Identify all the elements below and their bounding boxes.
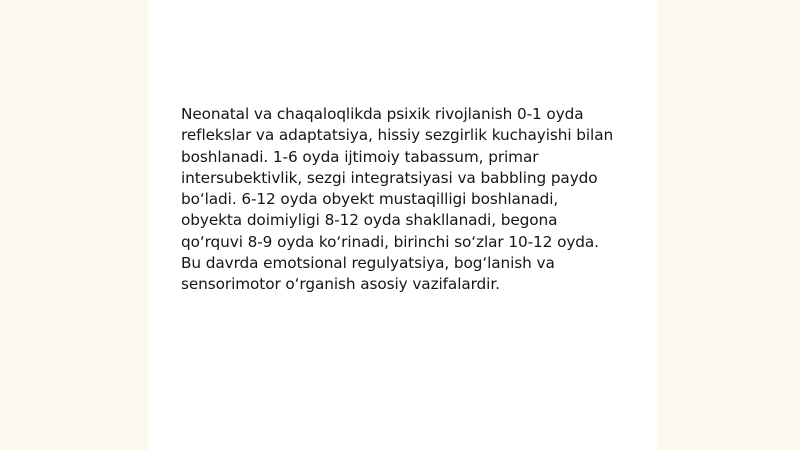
document-page: [148, 0, 658, 450]
body-paragraph: Neonatal va chaqaloqlikda psixik rivojlanish 0-1 oyda reflekslar va adaptatsiya, hissiy sezgirlik kuchayishi bilan boshlanadi. 1-6 oyda ijtimoiy tabassum, primar intersubektivlik, sezgi integratsiyasi va babbling paydo bo‘ladi. 6-12 oyda obyekt mustaqilligi boshlanadi, obyekta doimiyligi 8-12 oyda shakllanadi, begona qo‘rquvi 8-9 oyda ko‘rinadi, birinchi so‘zlar 10-12 oyda. Bu davrda emotsional regulyatsiya, bog‘lanish va sensorimotor o‘rganish asosiy vazifalardir.: [181, 105, 614, 294]
